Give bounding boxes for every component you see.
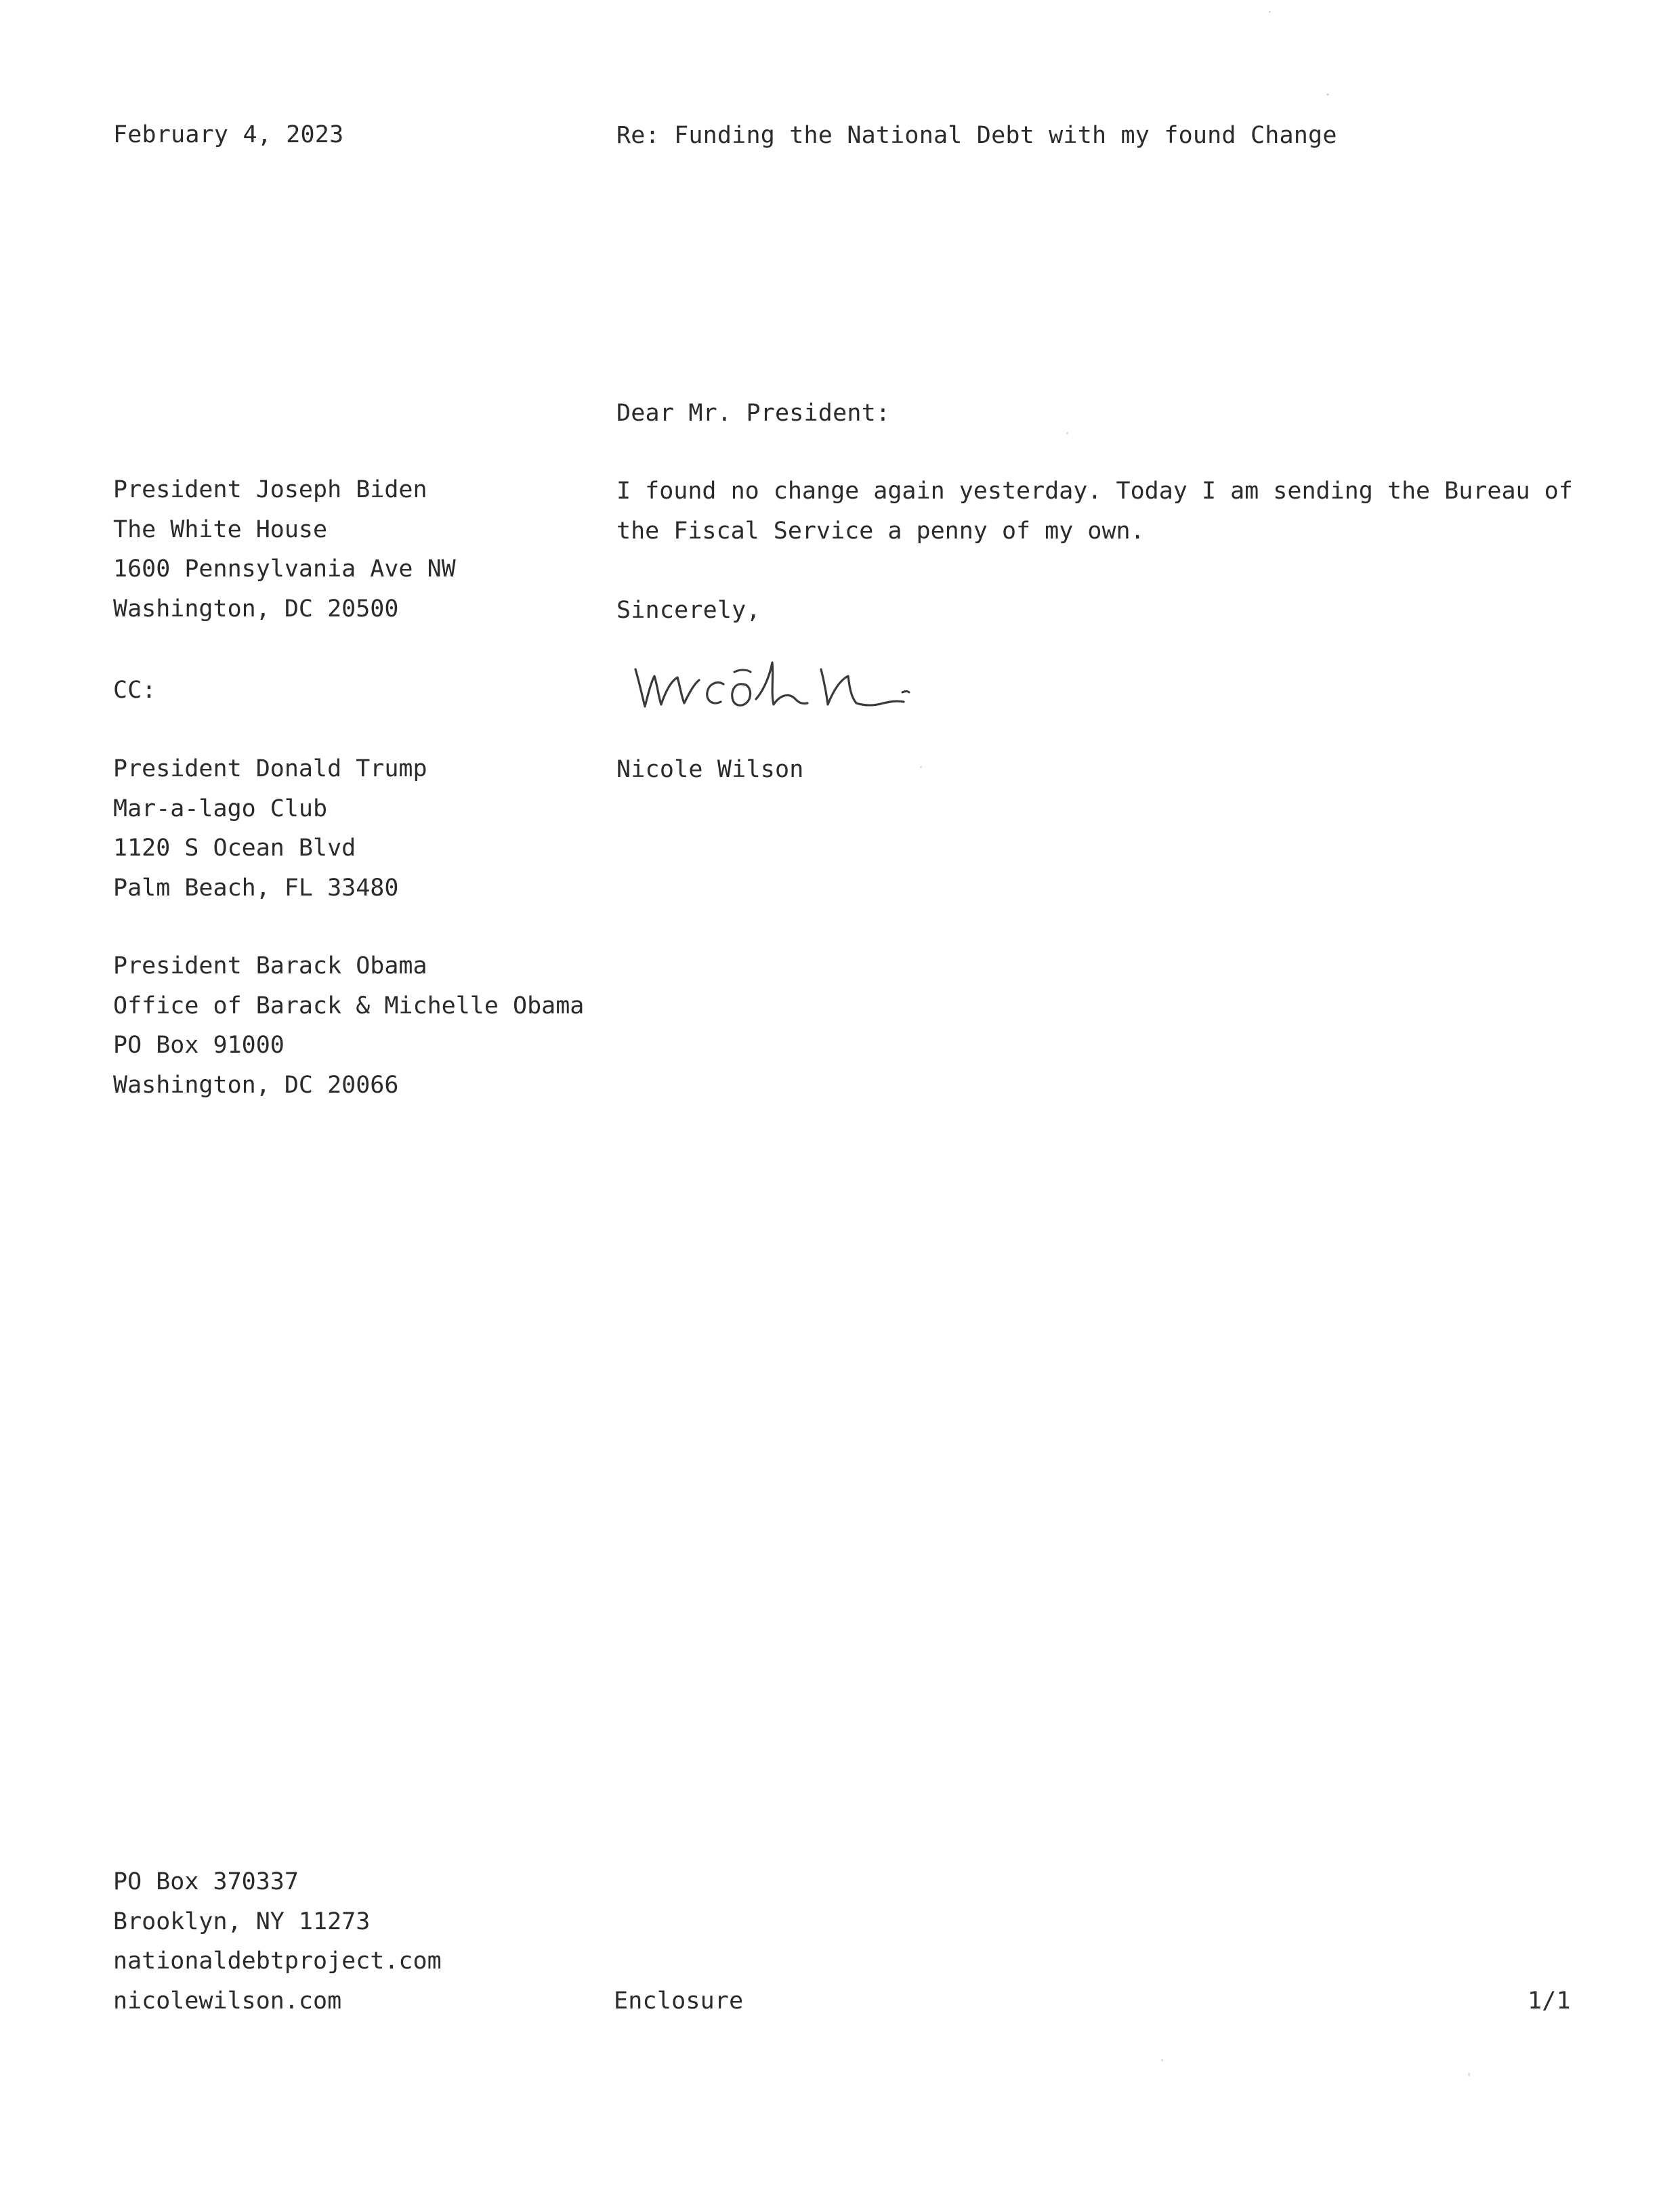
scan-speck (1269, 11, 1271, 13)
cc-recipient-address (113, 749, 427, 908)
cc-recipient-line: President Barack Obama (113, 952, 427, 980)
cc-recipient-line: Mar-a-lago Club (113, 795, 328, 822)
page-number: 1/1 (1528, 1987, 1571, 2015)
scan-speck (1468, 2073, 1470, 2076)
recipient-line: 1600 Pennsylvania Ave NW (113, 555, 456, 583)
sender-line: Brooklyn, NY 11273 (113, 1908, 371, 1935)
enclosure-note: Enclosure (614, 1987, 744, 2015)
cc-recipient-line: 1120 S Ocean Blvd (113, 835, 356, 862)
cc-recipient-line: PO Box 91000 (113, 1032, 285, 1059)
salutation: Dear Mr. President: (616, 400, 891, 427)
cc-label: CC: (113, 677, 156, 704)
recipient-line: Washington, DC 20500 (113, 595, 399, 623)
recipient-line: The White House (113, 516, 328, 543)
scan-speck (1066, 432, 1068, 434)
sender-line: nicolewilson.com (113, 1987, 342, 2015)
scan-speck (1161, 2059, 1163, 2061)
cc-recipient-line: Washington, DC 20066 (113, 1071, 399, 1099)
sender-line: PO Box 370337 (113, 1868, 299, 1895)
letter-subject: Re: Funding the National Debt with my found Change (616, 122, 1337, 149)
handwritten-signature (630, 642, 955, 717)
cc-recipient-line: President Donald Trump (113, 755, 427, 782)
scan-speck (1326, 93, 1329, 96)
letter-date: February 4, 2023 (113, 121, 344, 148)
letter-body (616, 471, 1573, 551)
scan-speck (920, 766, 922, 768)
recipient-line: President Joseph Biden (113, 476, 427, 503)
body-line: I found no change again yesterday. Today I am sending the Bureau of (616, 478, 1573, 505)
signer-name: Nicole Wilson (616, 756, 804, 783)
sender-line: nationaldebtproject.com (113, 1948, 442, 1975)
cc-recipient-line: Palm Beach, FL 33480 (113, 874, 399, 902)
cc-recipient-address (113, 946, 584, 1105)
recipient-address (113, 470, 456, 629)
cc-recipient-line: Office of Barack & Michelle Obama (113, 992, 585, 1019)
sender-address (113, 1862, 442, 2021)
body-line: the Fiscal Service a penny of my own. (616, 517, 1145, 545)
closing: Sincerely, (616, 597, 761, 624)
